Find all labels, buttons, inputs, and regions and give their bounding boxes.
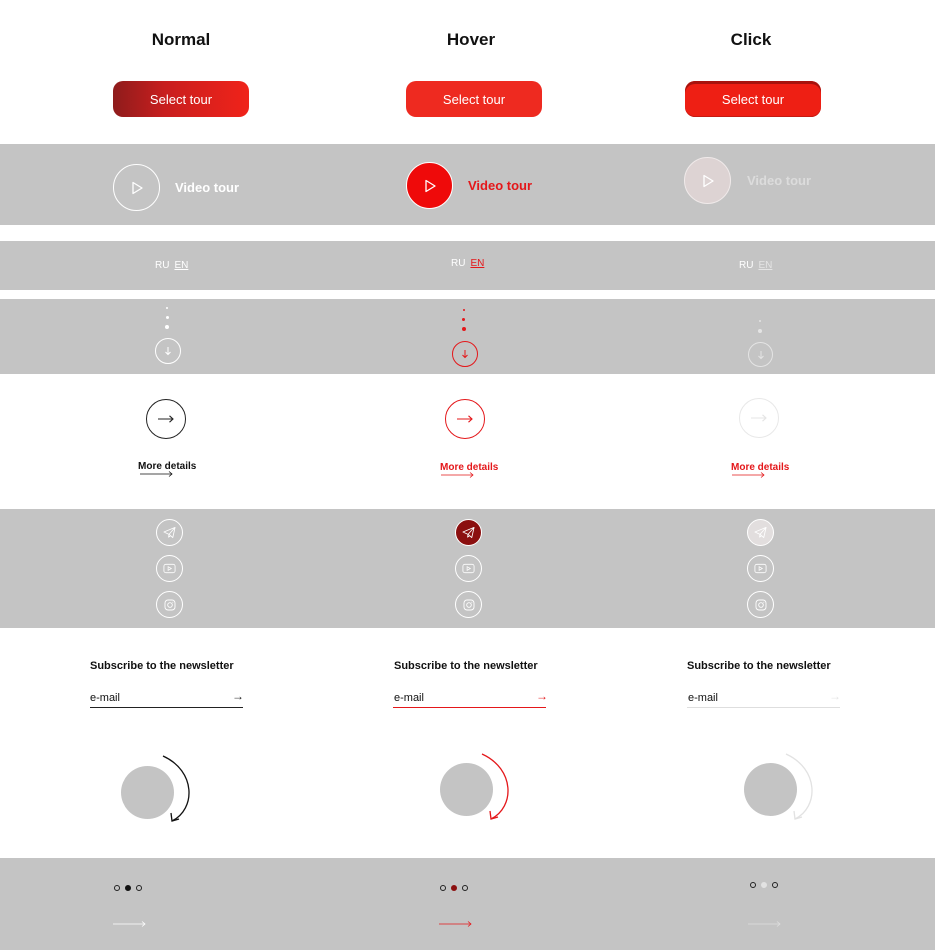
arrow-right-icon — [455, 414, 475, 424]
lang-en[interactable]: EN — [470, 258, 485, 269]
column-title-click: Click — [730, 30, 772, 49]
submit-arrow-icon[interactable]: → — [232, 689, 244, 703]
youtube-button-click[interactable] — [747, 555, 774, 582]
youtube-icon — [462, 563, 475, 574]
telegram-button-click[interactable] — [747, 519, 774, 546]
language-switch-normal — [155, 260, 188, 271]
video-play-button-hover[interactable] — [406, 162, 453, 209]
telegram-icon — [163, 526, 176, 539]
newsletter-title-click: Subscribe to the newsletter — [687, 660, 831, 672]
scroll-down-icon — [756, 350, 766, 360]
instagram-button-hover[interactable] — [455, 591, 482, 618]
play-icon — [701, 174, 715, 188]
column-title-normal: Normal — [151, 30, 211, 49]
instagram-button-click[interactable] — [747, 591, 774, 618]
email-underline — [90, 707, 243, 708]
youtube-icon — [754, 563, 767, 574]
pagination-arrow-icon[interactable] — [747, 920, 783, 928]
scroll-dot — [165, 325, 169, 329]
pagination-dot[interactable] — [772, 882, 778, 888]
pagination-dot[interactable] — [462, 885, 468, 891]
scroll-dot — [758, 329, 762, 333]
select-tour-button-click[interactable] — [685, 81, 821, 117]
pagination-dot[interactable] — [750, 882, 756, 888]
arrow-button-hover[interactable] — [445, 399, 485, 439]
lang-ru[interactable]: RU — [155, 260, 170, 271]
submit-arrow-icon[interactable]: → — [829, 689, 841, 703]
rotate-arrow-icon[interactable] — [479, 751, 513, 825]
telegram-button-normal[interactable] — [156, 519, 183, 546]
email-field-normal[interactable] — [90, 687, 220, 709]
more-details-link-hover[interactable]: More details — [440, 462, 499, 473]
lang-en[interactable]: EN — [174, 260, 189, 271]
telegram-button-hover[interactable] — [455, 519, 482, 546]
scroll-dot — [462, 327, 466, 331]
youtube-icon — [163, 563, 176, 574]
youtube-button-hover[interactable] — [455, 555, 482, 582]
instagram-button-normal[interactable] — [156, 591, 183, 618]
video-play-button-normal[interactable] — [113, 164, 160, 211]
rotate-arrow-icon[interactable] — [783, 751, 817, 825]
scroll-dot — [759, 320, 761, 322]
scroll-down-button-click[interactable] — [748, 342, 773, 367]
video-tour-label-normal[interactable]: Video tour — [175, 180, 240, 195]
video-tour-label-click[interactable]: Video tour — [747, 173, 812, 188]
pagination-dot[interactable] — [136, 885, 142, 891]
video-tour-label-hover[interactable]: Video tour — [468, 178, 533, 193]
newsletter-title-hover: Subscribe to the newsletter — [394, 660, 538, 672]
scroll-dot — [463, 309, 465, 311]
scroll-dot — [166, 307, 168, 309]
more-details-arrow-icon — [440, 471, 476, 479]
email-field-click[interactable] — [688, 687, 818, 709]
scroll-dot — [462, 318, 465, 321]
pagination-arrow-icon[interactable] — [438, 920, 474, 928]
pagination-arrow-icon[interactable] — [112, 920, 148, 928]
rotate-arrow-icon[interactable] — [160, 753, 194, 827]
select-tour-label: Select tour — [721, 91, 785, 107]
language-switch-click — [739, 260, 772, 271]
telegram-icon — [462, 526, 475, 539]
telegram-icon — [754, 526, 767, 539]
pagination-dot[interactable] — [114, 885, 120, 891]
select-tour-label: Select tour — [149, 91, 213, 107]
scroll-down-button-hover[interactable] — [452, 341, 478, 367]
email-underline — [393, 707, 546, 708]
pagination-band — [0, 858, 935, 950]
language-switch-hover — [451, 258, 484, 269]
pagination-dot-active[interactable] — [761, 882, 767, 888]
lang-en[interactable]: EN — [758, 260, 773, 271]
scroll-down-icon — [460, 349, 470, 359]
select-tour-button-hover[interactable] — [406, 81, 542, 117]
lang-ru[interactable]: RU — [451, 258, 466, 269]
video-play-button-click[interactable] — [684, 157, 731, 204]
newsletter-title-normal: Subscribe to the newsletter — [90, 660, 234, 672]
instagram-icon — [463, 599, 475, 611]
column-title-hover: Hover — [446, 30, 496, 49]
play-icon — [130, 181, 144, 195]
lang-ru[interactable]: RU — [739, 260, 754, 271]
pagination-dot-active[interactable] — [125, 885, 131, 891]
scroll-down-button-normal[interactable] — [155, 338, 181, 364]
email-underline — [687, 707, 840, 708]
select-tour-button-normal[interactable] — [113, 81, 249, 117]
play-icon — [423, 179, 437, 193]
pagination-dot-active[interactable] — [451, 885, 457, 891]
youtube-button-normal[interactable] — [156, 555, 183, 582]
instagram-icon — [755, 599, 767, 611]
arrow-button-click[interactable] — [739, 398, 779, 438]
arrow-button-normal[interactable] — [146, 399, 186, 439]
email-field-hover[interactable] — [394, 687, 524, 709]
arrow-right-icon — [156, 414, 176, 424]
more-details-link-click[interactable]: More details — [731, 462, 790, 473]
more-details-link-normal[interactable]: More details — [138, 461, 197, 472]
more-details-arrow-icon — [731, 471, 767, 479]
instagram-icon — [164, 599, 176, 611]
more-details-arrow-icon — [139, 470, 175, 478]
scroll-dot — [166, 316, 169, 319]
select-tour-label: Select tour — [442, 91, 506, 107]
scroll-down-icon — [163, 346, 173, 356]
arrow-right-icon — [749, 413, 769, 423]
pagination-dot[interactable] — [440, 885, 446, 891]
submit-arrow-icon[interactable]: → — [536, 689, 548, 703]
